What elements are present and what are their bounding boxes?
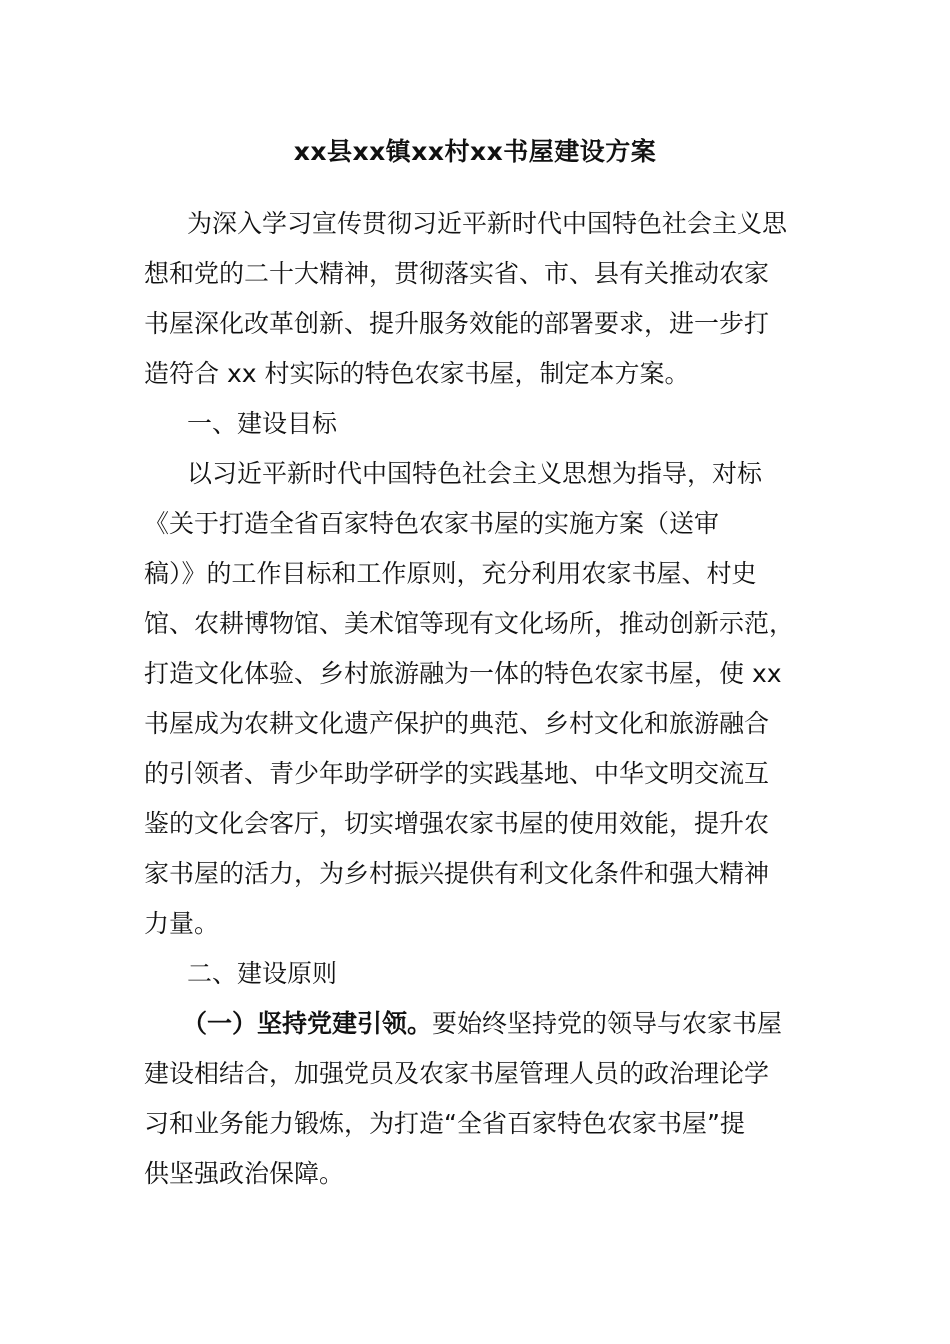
paragraph-line: 打造文化体验、乡村旅游融为一体的特色农家书屋，使 xx xyxy=(144,659,782,688)
paragraph-line: 为深入学习宣传贯彻习近平新时代中国特色社会主义思 xyxy=(187,209,788,238)
document-title: xx县xx镇xx村xx书屋建设方案 xyxy=(293,137,657,166)
paragraph-line: 馆、农耕博物馆、美术馆等现有文化场所，推动创新示范， xyxy=(144,609,795,638)
paragraph-line: 习和业务能力锻炼，为打造“全省百家特色农家书屋”提 xyxy=(144,1109,745,1138)
paragraph-line: 力量。 xyxy=(144,909,220,938)
paragraph-line: 稿）》的工作目标和工作原则，充分利用农家书屋、村史 xyxy=(144,559,757,588)
paragraph-line: 鉴的文化会客厅，切实增强农家书屋的使用效能，提升农 xyxy=(144,809,770,838)
principle-text: 要始终坚持党的领导与农家书屋 xyxy=(432,1009,783,1038)
section-heading: 一、建设目标 xyxy=(187,409,338,438)
principle-line xyxy=(182,1004,862,1044)
paragraph-line: 以习近平新时代中国特色社会主义思想为指导，对标 xyxy=(187,459,763,488)
paragraph-line: 想和党的二十大精神，贯彻落实省、市、县有关推动农家 xyxy=(144,259,770,288)
paragraph-line: 建设相结合，加强党员及农家书屋管理人员的政治理论学 xyxy=(144,1059,770,1088)
paragraph-line: 造符合 xx 村实际的特色农家书屋，制定本方案。 xyxy=(144,359,690,388)
paragraph-line: 的引领者、青少年助学研学的实践基地、中华文明交流互 xyxy=(144,759,770,788)
paragraph-line: 书屋深化改革创新、提升服务效能的部署要求，进一步打 xyxy=(144,309,770,338)
paragraph-line: 供坚强政治保障。 xyxy=(144,1159,345,1188)
paragraph-line: 书屋成为农耕文化遗产保护的典范、乡村文化和旅游融合 xyxy=(144,709,770,738)
principle-heading: （一）坚持党建引领。 xyxy=(182,1009,433,1038)
paragraph-line: 《关于打造全省百家特色农家书屋的实施方案（送审 xyxy=(144,509,720,538)
section-heading: 二、建设原则 xyxy=(187,959,338,988)
paragraph-line: 家书屋的活力，为乡村振兴提供有利文化条件和强大精神 xyxy=(144,859,770,888)
